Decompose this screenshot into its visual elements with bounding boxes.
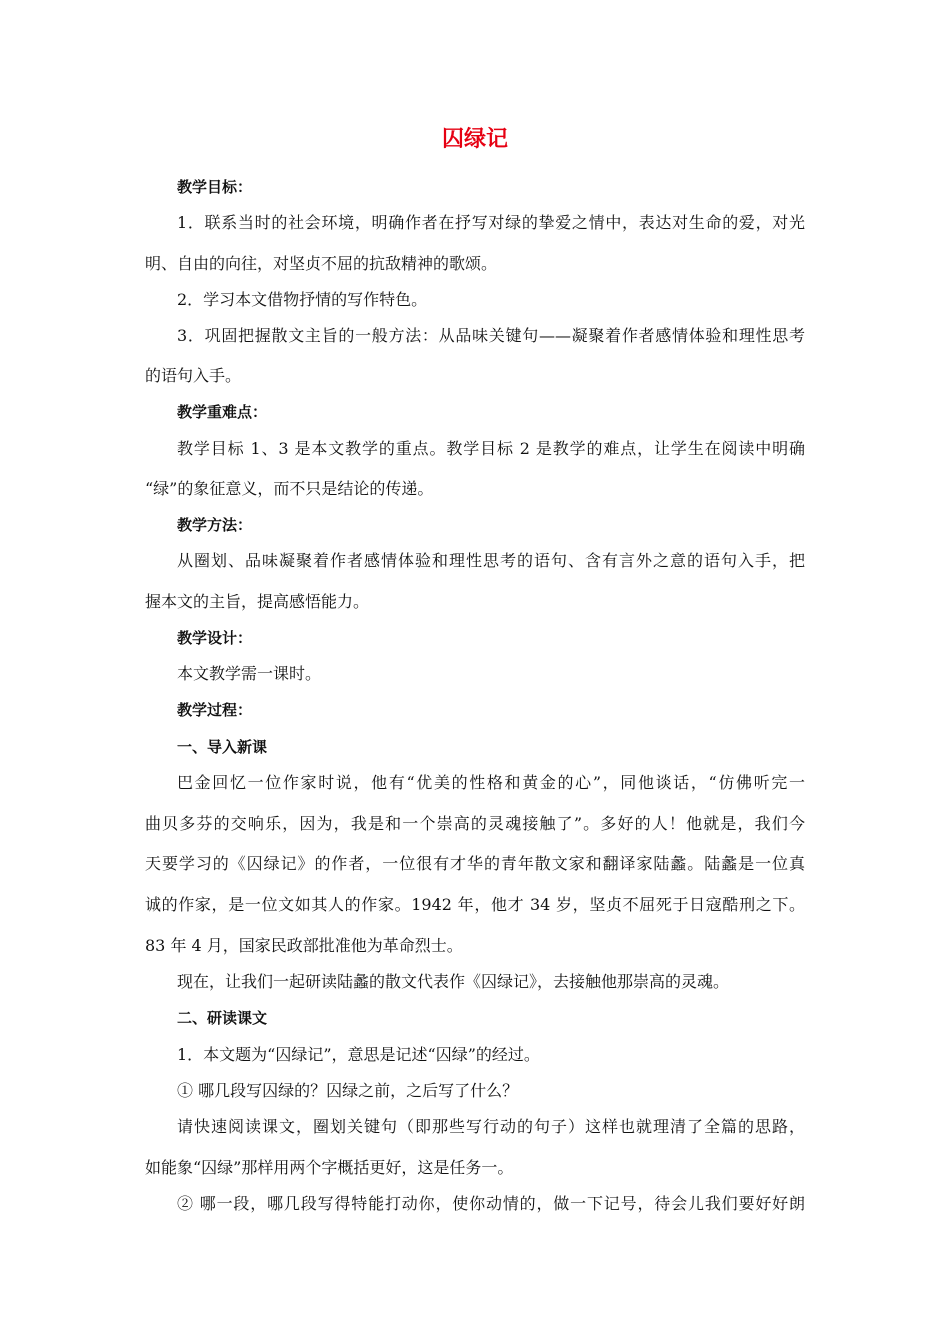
intro-line-6: 现在，让我们一起研读陆蠡的散文代表作《囚绿记》，去接触他那崇高的灵魂。 bbox=[177, 972, 730, 991]
key-points-line-2: “绿”的象征意义，而不只是结论的传递。 bbox=[145, 479, 434, 498]
intro-line-1: 巴金回忆一位作家时说，他有“优美的性格和黄金的心”，同他谈话，“仿佛听完一 bbox=[177, 773, 805, 792]
goal-2: 2．学习本文借物抒情的写作特色。 bbox=[177, 290, 428, 309]
question-1: ① 哪几段写囚绿的？囚绿之前，之后写了什么？ bbox=[177, 1081, 519, 1100]
document-title: 囚绿记 bbox=[441, 127, 508, 152]
goal-1-line-1: 1．联系当时的社会环境，明确作者在抒写对绿的挚爱之情中，表达对生命的爱，对光 bbox=[177, 213, 805, 232]
key-points-line-1: 教学目标 1、3 是本文教学的重点。教学目标 2 是教学的难点，让学生在阅读中明确 bbox=[177, 439, 805, 458]
intro-line-2: 曲贝多芬的交响乐，因为，我是和一个崇高的灵魂接触了”。多好的人！他就是，我们今 bbox=[145, 814, 805, 833]
goal-3-line-1: 3．巩固把握散文主旨的一般方法：从品味关键句——凝聚着作者感情体验和理性思考 bbox=[177, 326, 805, 345]
part-2-heading: 二、研读课文 bbox=[177, 1009, 268, 1027]
intro-line-5: 83 年 4 月，国家民政部批准他为革命烈士。 bbox=[145, 936, 463, 955]
design-heading: 教学设计： bbox=[177, 629, 253, 647]
question-1-line-1: 请快速阅读课文，圈划关键句（即那些写行动的句子）这样也就理清了全篇的思路， bbox=[177, 1117, 805, 1136]
key-points-heading: 教学重难点： bbox=[177, 403, 268, 421]
study-item-1: 1．本文题为“囚绿记”，意思是记述“囚绿”的经过。 bbox=[177, 1045, 540, 1064]
part-1-heading: 一、导入新课 bbox=[177, 738, 268, 756]
method-heading: 教学方法： bbox=[177, 516, 253, 534]
intro-line-4: 诚的作家，是一位文如其人的作家。1942 年，他才 34 岁，坚贞不屈死于日寇酷刑之下。 bbox=[145, 895, 805, 914]
goal-3-line-2: 的语句入手。 bbox=[145, 366, 242, 385]
question-1-line-2: 如能象“囚绿”那样用两个字概括更好，这是任务一。 bbox=[145, 1158, 514, 1177]
intro-line-3: 天要学习的《囚绿记》的作者，一位很有才华的青年散文家和翻译家陆蠡。陆蠡是一位真 bbox=[145, 854, 805, 873]
goals-heading: 教学目标： bbox=[177, 178, 253, 196]
question-2: ② 哪一段，哪几段写得特能打动你，使你动情的，做一下记号，待会儿我们要好好朗 bbox=[177, 1194, 805, 1213]
process-heading: 教学过程： bbox=[177, 701, 253, 719]
goal-1-line-2: 明、自由的向往，对坚贞不屈的抗敌精神的歌颂。 bbox=[145, 254, 498, 273]
method-line-2: 握本文的主旨，提高感悟能力。 bbox=[145, 592, 370, 611]
method-line-1: 从圈划、品味凝聚着作者感情体验和理性思考的语句、含有言外之意的语句入手，把 bbox=[177, 551, 805, 570]
design-text: 本文教学需一课时。 bbox=[177, 664, 322, 683]
